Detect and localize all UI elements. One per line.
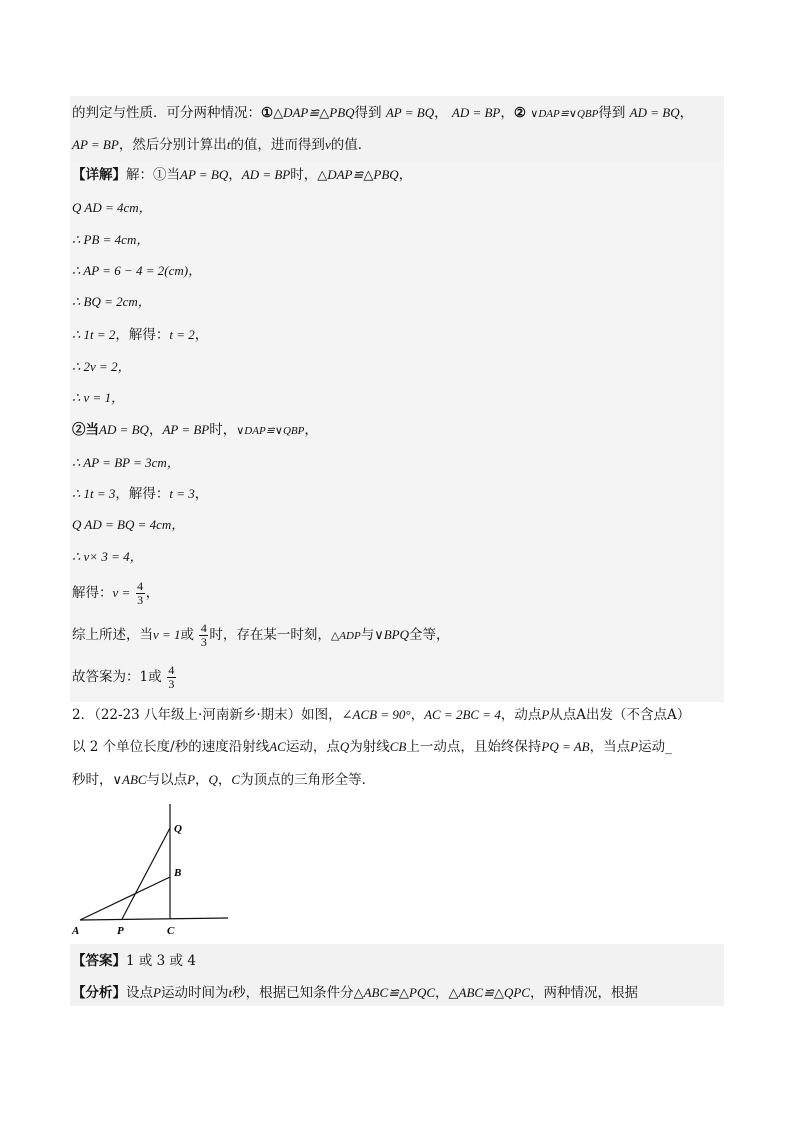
fraction-four-thirds: $\frac{4}{3}$ bbox=[168, 663, 175, 691]
detail-line-8: ∴ v = 1， bbox=[72, 390, 125, 405]
label-c: C bbox=[167, 925, 175, 937]
analysis-line-1: 的判定与性质．可分两种情况：①△DAP≌△PBQ得到 AP = BQ， AD = BP，② ∨DAP≌∨QBP得到 AD = BQ， bbox=[72, 105, 694, 121]
geometry-figure bbox=[66, 798, 236, 938]
detail-line-2: Q AD = 4cm， bbox=[72, 200, 152, 215]
detail-line-7: ∴ 2v = 2， bbox=[72, 359, 131, 374]
question2-line-3: 秒时，∨ABC与以点P，Q，C为顶点的三角形全等． bbox=[72, 772, 376, 788]
detail-line-1: 【详解】解：①当AP = BQ，AD = BP时，△DAP≌△PBQ， bbox=[72, 167, 413, 183]
detail-line-9: ②当AD = BQ，AP = BP时，∨DAP≌∨QBP， bbox=[72, 422, 318, 438]
question2-line-1: 2．（22-23 八年级上·河南新乡·期末）如图，∠ACB = 90°，AC = 2BC = 4，动点P从点A出发（不含点A） bbox=[72, 707, 691, 723]
fraction-four-thirds: $\frac{4}{3}$ bbox=[137, 579, 144, 607]
label-b: B bbox=[174, 867, 182, 879]
answer-line: 【答案】1 或 3 或 4 bbox=[72, 953, 196, 969]
detail-line-3: ∴ PB = 4cm， bbox=[72, 232, 150, 247]
detail-line-5: ∴ BQ = 2cm， bbox=[72, 294, 151, 309]
analysis-line-2: AP = BP，然后分别计算出t的值，进而得到v的值． bbox=[72, 137, 372, 153]
analysis2-line: 【分析】设点P运动时间为t秒，根据已知条件分△ABC≌△PQC，△ABC≌△QPC，两种情况，根据 bbox=[72, 985, 638, 1001]
label-p: P bbox=[117, 925, 124, 937]
segment-pq bbox=[122, 828, 170, 919]
label-a: A bbox=[72, 925, 80, 937]
detail-line-4: ∴ AP = 6 − 4 = 2(cm)， bbox=[72, 263, 202, 278]
ray-ac bbox=[80, 918, 228, 920]
label-q: Q bbox=[174, 823, 182, 835]
detail-line-13: ∴ v× 3 = 4， bbox=[72, 549, 143, 564]
detail-line-6: ∴ 1t = 2，解得：t = 2， bbox=[72, 327, 209, 343]
detail-line-11: ∴ 1t = 3，解得：t = 3， bbox=[72, 486, 209, 502]
detail-line-15: 综上所述，当v = 1或 $\frac{4}{3}$ 时，存在某一时刻，△ADP与∨BPQ全等， bbox=[72, 621, 450, 649]
detail-line-10: ∴ AP = BP = 3cm， bbox=[72, 455, 180, 470]
fraction-four-thirds: $\frac{4}{3}$ bbox=[200, 621, 207, 649]
detail-line-16: 故答案为：1或 $\frac{4}{3}$ bbox=[72, 663, 175, 691]
detail-line-14: 解得：v = $\frac{4}{3}$ ， bbox=[72, 579, 160, 607]
detail-line-12: Q AD = BQ = 4cm， bbox=[72, 517, 185, 532]
question2-line-2: 以 2 个单位长度/秒的速度沿射线AC运动，点Q为射线CB上一动点，且始终保持PQ = AB，当点P运动_ bbox=[72, 739, 672, 755]
